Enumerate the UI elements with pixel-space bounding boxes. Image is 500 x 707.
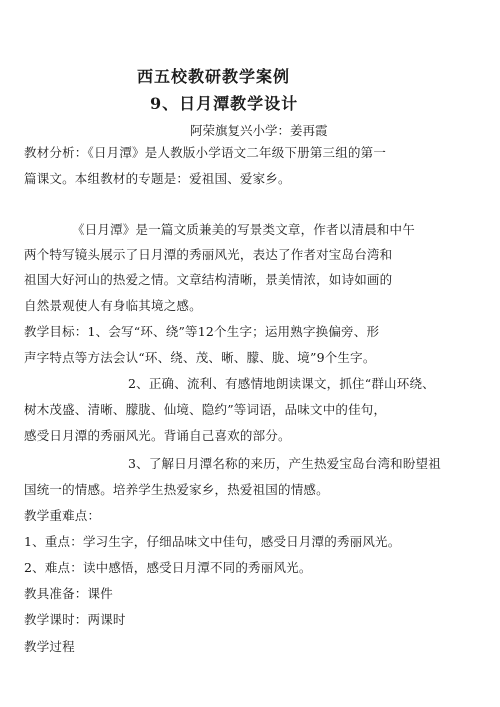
document-author: 阿荣旗复兴小学：姜再霞 (190, 123, 328, 138)
text-line: 教具准备：课件 (24, 586, 113, 601)
text-line: 2、正确、流利、有感情地朗读课文，抓住“群山环绕、 (128, 376, 435, 391)
text-line: 3、了解日月潭名称的来历，产生热爱宝岛台湾和盼望祖 (128, 456, 441, 471)
text-line: 1、重点：学习生字，仔细品味文中佳句，感受日月潭的秀丽风光。 (24, 534, 401, 549)
text-line: 教材分析：《日月潭》是人教版小学语文二年级下册第三组的第一 (24, 145, 387, 160)
section-heading: 教学重难点： (24, 508, 101, 523)
text-line: 声字特点等方法会认“环、绕、茂、晰、朦、胧、境”9个生字。 (24, 350, 376, 365)
text-line: 《日月潭》是一篇文质兼美的写景类文章，作者以清晨和中午 (72, 222, 415, 237)
text-line: 2、难点：读中感悟，感受日月潭不同的秀丽风光。 (24, 560, 312, 575)
text-line: 教学课时：两课时 (24, 612, 126, 627)
text-line: 篇课文。本组教材的专题是：爱祖国、爱家乡。 (24, 171, 291, 186)
text-line: 自然景观使人有身临其境之感。 (24, 298, 202, 313)
text-line: 感受日月潭的秀丽风光。背诵自己喜欢的部分。 (24, 428, 291, 443)
section-heading: 教学过程 (24, 639, 75, 654)
text-line: 教学目标：1、会写“环、绕”等12个生字；运用熟字换偏旁、形 (24, 324, 380, 339)
text-line: 树木茂盛、清晰、朦胧、仙境、隐约”等词语，品味文中的佳句， (24, 402, 387, 417)
text-line: 祖国大好河山的热爱之情。文章结构清晰，景美情浓，如诗如画的 (24, 272, 393, 287)
text-line: 两个特写镜头展示了日月潭的秀丽风光，表达了作者对宝岛台湾和 (24, 247, 393, 262)
document-title: 西五校教研教学案例 (137, 67, 291, 86)
document-subtitle: 9、日月潭教学设计 (150, 94, 299, 113)
text-line: 国统一的情感。培养学生热爱家乡，热爱祖国的情感。 (24, 482, 329, 497)
